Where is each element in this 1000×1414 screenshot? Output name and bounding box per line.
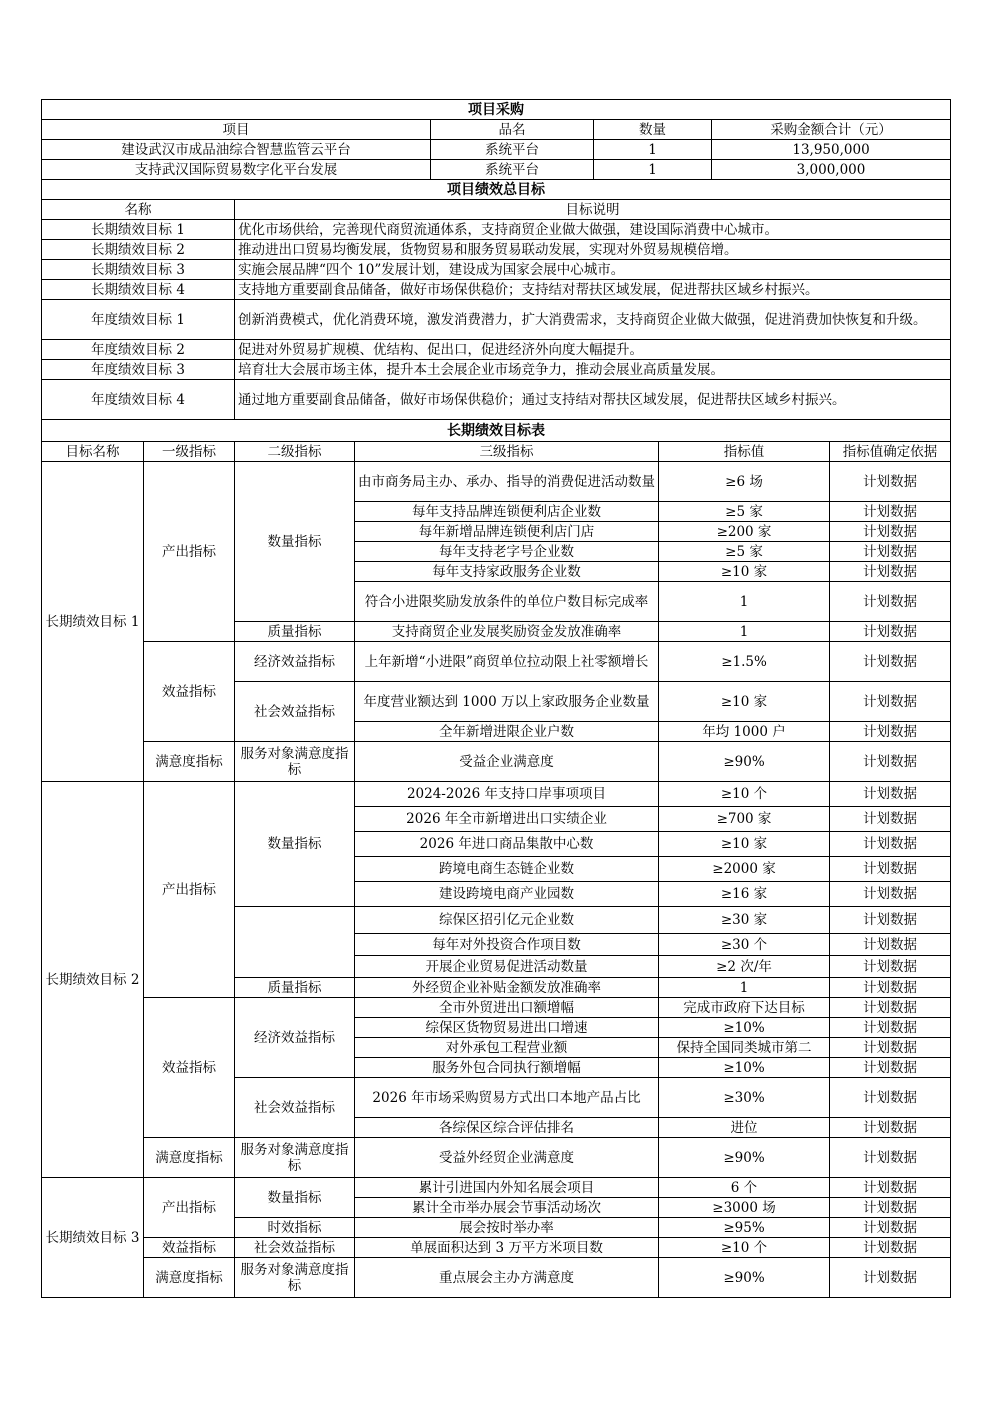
col-header-name: 名称 <box>42 200 235 220</box>
level3-indicator: 2026 年市场采购贸易方式出口本地产品占比 <box>355 1078 659 1118</box>
indicator-row <box>42 782 951 807</box>
project-name: 建设武汉市成品油综合智慧监管云平台 <box>42 140 431 160</box>
value-basis: 计划数据 <box>830 956 951 978</box>
indicator-value: ≥10 个 <box>659 1238 830 1258</box>
value-basis: 计划数据 <box>830 882 951 907</box>
goal-name: 年度绩效目标 4 <box>42 380 235 420</box>
col-header-project: 项目 <box>42 120 431 140</box>
level2-indicator: 数量指标 <box>235 782 355 907</box>
level2-indicator: 社会效益指标 <box>235 1238 355 1258</box>
value-basis: 计划数据 <box>830 1218 951 1238</box>
goal-name: 年度绩效目标 2 <box>42 340 235 360</box>
level1-indicator: 满意度指标 <box>144 1258 235 1298</box>
goal-row <box>42 340 951 360</box>
goal-name: 长期绩效目标 4 <box>42 280 235 300</box>
goal-row <box>42 300 951 340</box>
value-basis: 计划数据 <box>830 832 951 857</box>
indicator-value: ≥5 家 <box>659 502 830 522</box>
level3-indicator: 2024-2026 年支持口岸事项项目 <box>355 782 659 807</box>
col-header-amount: 采购金额合计（元） <box>712 120 951 140</box>
level2-indicator: 时效指标 <box>235 1218 355 1238</box>
level3-indicator: 外经贸企业补贴金额发放准确率 <box>355 978 659 998</box>
level3-indicator: 受益外经贸企业满意度 <box>355 1138 659 1178</box>
indicator-value: ≥10% <box>659 1058 830 1078</box>
goal-name: 长期绩效目标 1 <box>42 220 235 240</box>
goal-name: 年度绩效目标 3 <box>42 360 235 380</box>
indicator-value: ≥10 家 <box>659 682 830 722</box>
value-basis: 计划数据 <box>830 1178 951 1198</box>
level3-indicator: 2026 年全市新增进出口实绩企业 <box>355 807 659 832</box>
quantity: 1 <box>594 140 712 160</box>
value-basis: 计划数据 <box>830 1118 951 1138</box>
overall-goals-title: 项目绩效总目标 <box>42 180 951 200</box>
indicator-value: ≥6 场 <box>659 462 830 502</box>
value-basis: 计划数据 <box>830 857 951 882</box>
indicator-row <box>42 1138 951 1178</box>
level2-indicator: 经济效益指标 <box>235 642 355 682</box>
indicator-value: ≥1.5% <box>659 642 830 682</box>
value-basis: 计划数据 <box>830 1058 951 1078</box>
goal-description: 培育壮大会展市场主体，提升本土会展企业市场竞争力，推动会展业高质量发展。 <box>235 360 951 380</box>
level3-indicator: 各综保区综合评估排名 <box>355 1118 659 1138</box>
value-basis: 计划数据 <box>830 907 951 934</box>
value-basis: 计划数据 <box>830 622 951 642</box>
value-basis: 计划数据 <box>830 522 951 542</box>
level3-indicator: 2026 年进口商品集散中心数 <box>355 832 659 857</box>
level2-indicator: 经济效益指标 <box>235 998 355 1078</box>
level2-indicator-blank <box>235 907 355 978</box>
value-basis: 计划数据 <box>830 642 951 682</box>
goal-description: 推动进出口贸易均衡发展，货物贸易和服务贸易联动发展，实现对外贸易规模倍增。 <box>235 240 951 260</box>
goal-row <box>42 220 951 240</box>
col-header-value: 指标值 <box>659 442 830 462</box>
level3-indicator: 跨境电商生态链企业数 <box>355 857 659 882</box>
level2-indicator: 数量指标 <box>235 462 355 622</box>
document-sheet <box>41 99 950 1298</box>
indicator-row <box>42 642 951 682</box>
value-basis: 计划数据 <box>830 1198 951 1218</box>
level3-indicator: 每年新增品牌连锁便利店门店 <box>355 522 659 542</box>
value-basis: 计划数据 <box>830 502 951 522</box>
col-header-level3: 三级指标 <box>355 442 659 462</box>
level2-indicator: 服务对象满意度指标 <box>235 1138 355 1178</box>
procurement-title: 项目采购 <box>42 100 951 120</box>
value-basis: 计划数据 <box>830 682 951 722</box>
col-header-description: 目标说明 <box>235 200 951 220</box>
value-basis: 计划数据 <box>830 582 951 622</box>
level3-indicator: 对外承包工程营业额 <box>355 1038 659 1058</box>
indicator-value: ≥5 家 <box>659 542 830 562</box>
value-basis: 计划数据 <box>830 542 951 562</box>
level1-indicator: 效益指标 <box>144 998 235 1138</box>
item-name: 系统平台 <box>431 160 594 180</box>
level3-indicator: 累计引进国内外知名展会项目 <box>355 1178 659 1198</box>
col-header-level1: 一级指标 <box>144 442 235 462</box>
indicator-value: ≥200 家 <box>659 522 830 542</box>
goal-description: 通过地方重要副食品储备，做好市场保供稳价；通过支持结对帮扶区域发展，促进帮扶区域乡村振兴。 <box>235 380 951 420</box>
level2-indicator: 服务对象满意度指标 <box>235 742 355 782</box>
level3-indicator: 每年对外投资合作项目数 <box>355 934 659 956</box>
level2-indicator: 服务对象满意度指标 <box>235 1258 355 1298</box>
indicator-value: 1 <box>659 582 830 622</box>
procurement-goals-table <box>41 99 951 420</box>
level3-indicator: 受益企业满意度 <box>355 742 659 782</box>
level2-indicator: 质量指标 <box>235 978 355 998</box>
amount: 13,950,000 <box>712 140 951 160</box>
level3-indicator: 开展企业贸易促进活动数量 <box>355 956 659 978</box>
long-term-goals-table <box>41 419 951 1298</box>
goal-row <box>42 260 951 280</box>
value-basis: 计划数据 <box>830 807 951 832</box>
value-basis: 计划数据 <box>830 1138 951 1178</box>
indicator-value: ≥30% <box>659 1078 830 1118</box>
goal-description: 支持地方重要副食品储备，做好市场保供稳价；支持结对帮扶区域发展，促进帮扶区域乡村振兴。 <box>235 280 951 300</box>
level3-indicator: 单展面积达到 3 万平方米项目数 <box>355 1238 659 1258</box>
indicator-value: ≥10% <box>659 1018 830 1038</box>
level3-indicator: 支持商贸企业发展奖励资金发放准确率 <box>355 622 659 642</box>
goal-description: 优化市场供给，完善现代商贸流通体系，支持商贸企业做大做强，建设国际消费中心城市。 <box>235 220 951 240</box>
indicator-value: 1 <box>659 978 830 998</box>
indicator-value: 进位 <box>659 1118 830 1138</box>
level2-indicator: 质量指标 <box>235 622 355 642</box>
value-basis: 计划数据 <box>830 722 951 742</box>
goal-row <box>42 240 951 260</box>
indicator-row <box>42 998 951 1018</box>
goal-description: 实施会展品牌“四个 10”发展计划，建设成为国家会展中心城市。 <box>235 260 951 280</box>
goal-name: 年度绩效目标 1 <box>42 300 235 340</box>
value-basis: 计划数据 <box>830 1078 951 1118</box>
indicator-row <box>42 462 951 502</box>
goal-row <box>42 280 951 300</box>
indicator-value: ≥30 个 <box>659 934 830 956</box>
indicator-value: ≥10 家 <box>659 832 830 857</box>
indicator-value: 完成市政府下达目标 <box>659 998 830 1018</box>
goal-name: 长期绩效目标 2 <box>42 240 235 260</box>
level3-indicator: 建设跨境电商产业园数 <box>355 882 659 907</box>
level1-indicator: 满意度指标 <box>144 742 235 782</box>
amount: 3,000,000 <box>712 160 951 180</box>
indicator-value: 6 个 <box>659 1178 830 1198</box>
value-basis: 计划数据 <box>830 742 951 782</box>
indicator-value: ≥2 次/年 <box>659 956 830 978</box>
level2-indicator: 社会效益指标 <box>235 1078 355 1138</box>
level3-indicator: 每年支持家政服务企业数 <box>355 562 659 582</box>
indicator-value: ≥95% <box>659 1218 830 1238</box>
item-name: 系统平台 <box>431 140 594 160</box>
value-basis: 计划数据 <box>830 1238 951 1258</box>
value-basis: 计划数据 <box>830 1038 951 1058</box>
level1-indicator: 产出指标 <box>144 462 235 642</box>
col-header-goal-name: 目标名称 <box>42 442 144 462</box>
indicator-value: 年均 1000 户 <box>659 722 830 742</box>
indicator-value: 1 <box>659 622 830 642</box>
value-basis: 计划数据 <box>830 934 951 956</box>
col-header-level2: 二级指标 <box>235 442 355 462</box>
goal-row <box>42 380 951 420</box>
level3-indicator: 服务外包合同执行额增幅 <box>355 1058 659 1078</box>
procurement-row <box>42 140 951 160</box>
value-basis: 计划数据 <box>830 562 951 582</box>
col-header-quantity: 数量 <box>594 120 712 140</box>
indicator-value: ≥90% <box>659 1258 830 1298</box>
indicator-value: ≥90% <box>659 742 830 782</box>
indicator-value: ≥16 家 <box>659 882 830 907</box>
level3-indicator: 综保区招引亿元企业数 <box>355 907 659 934</box>
value-basis: 计划数据 <box>830 978 951 998</box>
indicator-value: ≥700 家 <box>659 807 830 832</box>
indicator-value: ≥90% <box>659 1138 830 1178</box>
level3-indicator: 展会按时举办率 <box>355 1218 659 1238</box>
level3-indicator: 符合小进限奖励发放条件的单位户数目标完成率 <box>355 582 659 622</box>
level3-indicator: 每年支持品牌连锁便利店企业数 <box>355 502 659 522</box>
level1-indicator: 满意度指标 <box>144 1138 235 1178</box>
goal-description: 创新消费模式，优化消费环境，激发消费潜力，扩大消费需求，支持商贸企业做大做强，促进消费加快恢复和升级。 <box>235 300 951 340</box>
level3-indicator: 年度营业额达到 1000 万以上家政服务企业数量 <box>355 682 659 722</box>
level1-indicator: 产出指标 <box>144 1178 235 1238</box>
level3-indicator: 每年支持老字号企业数 <box>355 542 659 562</box>
value-basis: 计划数据 <box>830 1258 951 1298</box>
value-basis: 计划数据 <box>830 1018 951 1038</box>
indicator-row <box>42 742 951 782</box>
indicator-value: 保持全国同类城市第二 <box>659 1038 830 1058</box>
indicator-row <box>42 1258 951 1298</box>
level3-indicator: 全市外贸进出口额增幅 <box>355 998 659 1018</box>
goal-name: 长期绩效目标 1 <box>42 462 144 782</box>
indicator-value: ≥2000 家 <box>659 857 830 882</box>
indicator-value: ≥10 个 <box>659 782 830 807</box>
level3-indicator: 由市商务局主办、承办、指导的消费促进活动数量 <box>355 462 659 502</box>
procurement-row <box>42 160 951 180</box>
indicator-value: ≥10 家 <box>659 562 830 582</box>
col-header-item-name: 品名 <box>431 120 594 140</box>
level1-indicator: 产出指标 <box>144 782 235 998</box>
level1-indicator: 效益指标 <box>144 642 235 742</box>
level2-indicator: 社会效益指标 <box>235 682 355 742</box>
level3-indicator: 重点展会主办方满意度 <box>355 1258 659 1298</box>
level2-indicator: 数量指标 <box>235 1178 355 1218</box>
indicator-row <box>42 1238 951 1258</box>
goal-name: 长期绩效目标 2 <box>42 782 144 1178</box>
goal-name: 长期绩效目标 3 <box>42 1178 144 1298</box>
level3-indicator: 综保区货物贸易进出口增速 <box>355 1018 659 1038</box>
value-basis: 计划数据 <box>830 998 951 1018</box>
indicator-row <box>42 1178 951 1198</box>
value-basis: 计划数据 <box>830 462 951 502</box>
level3-indicator: 全年新增进限企业户数 <box>355 722 659 742</box>
level1-indicator: 效益指标 <box>144 1238 235 1258</box>
quantity: 1 <box>594 160 712 180</box>
goal-name: 长期绩效目标 3 <box>42 260 235 280</box>
indicator-value: ≥30 家 <box>659 907 830 934</box>
project-name: 支持武汉国际贸易数字化平台发展 <box>42 160 431 180</box>
col-header-basis: 指标值确定依据 <box>830 442 951 462</box>
goal-description: 促进对外贸易扩规模、优结构、促出口，促进经济外向度大幅提升。 <box>235 340 951 360</box>
long-term-title: 长期绩效目标表 <box>42 420 951 442</box>
indicator-value: ≥3000 场 <box>659 1198 830 1218</box>
value-basis: 计划数据 <box>830 782 951 807</box>
goal-row <box>42 360 951 380</box>
level3-indicator: 累计全市举办展会节事活动场次 <box>355 1198 659 1218</box>
level3-indicator: 上年新增“小进限”商贸单位拉动限上社零额增长 <box>355 642 659 682</box>
